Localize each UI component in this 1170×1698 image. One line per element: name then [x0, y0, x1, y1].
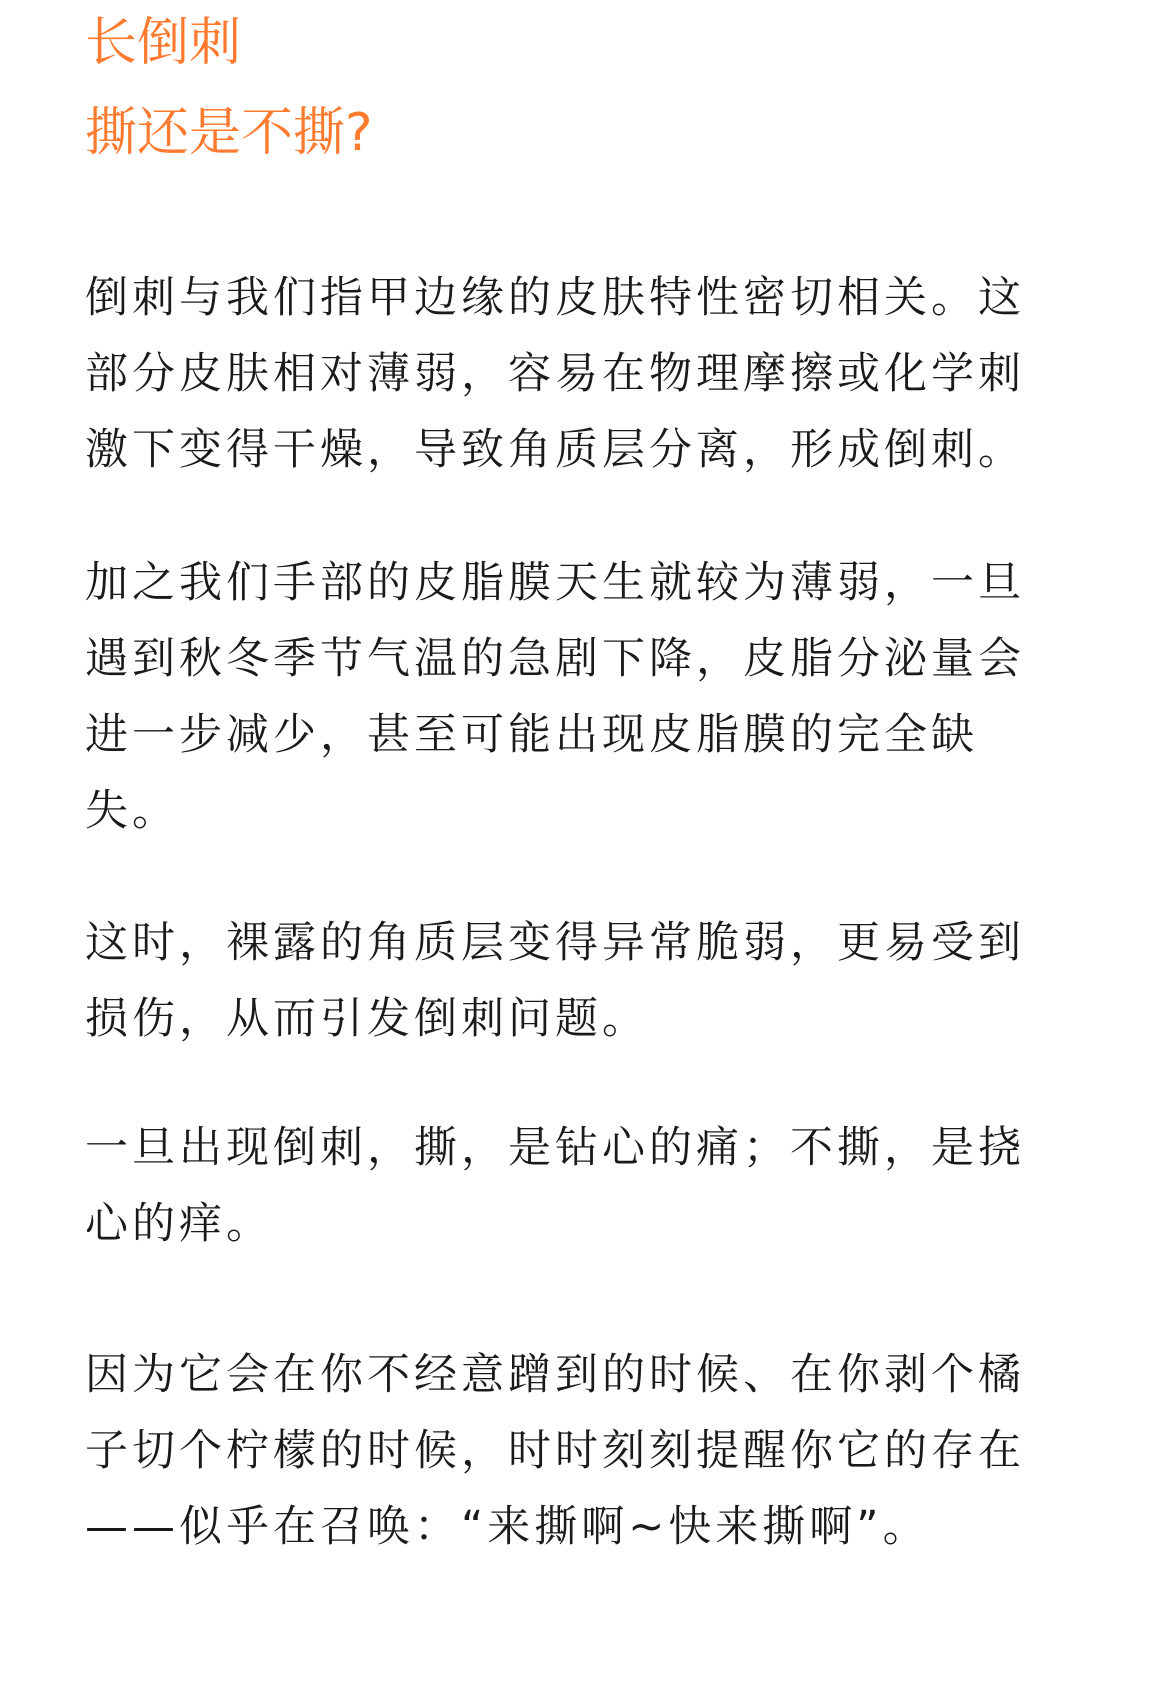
- paragraph-line: 部分皮肤相对薄弱，容易在物理摩擦或化学刺: [85, 349, 1025, 399]
- paragraph-line: ——似乎在召唤：“来撕啊~快来撕啊”。: [85, 1502, 930, 1552]
- article-title-line-2: 撕还是不撕?: [85, 103, 373, 163]
- paragraph-line: 一旦出现倒刺，撕，是钻心的痛；不撕，是挠: [85, 1123, 1025, 1173]
- paragraph-line: 这时，裸露的角质层变得异常脆弱，更易受到: [85, 918, 1025, 968]
- article-title-line-1: 长倒刺: [85, 13, 242, 73]
- paragraph-2: [85, 545, 1085, 849]
- paragraph-line: 失。: [85, 786, 179, 836]
- paragraph-line: 心的痒。: [85, 1199, 273, 1249]
- paragraph-5: [85, 1337, 1085, 1565]
- paragraph-line: 因为它会在你不经意蹭到的时候、在你剥个橘: [85, 1350, 1025, 1400]
- paragraph-line: 损伤，从而引发倒刺问题。: [85, 994, 649, 1044]
- paragraph-line: 遇到秋冬季节气温的急剧下降，皮脂分泌量会: [85, 634, 1025, 684]
- paragraph-line: 倒刺与我们指甲边缘的皮肤特性密切相关。这: [85, 273, 1025, 323]
- paragraph-line: 子切个柠檬的时候，时时刻刻提醒你它的存在: [85, 1426, 1025, 1476]
- paragraph-3: [85, 905, 1085, 1057]
- paragraph-line: 加之我们手部的皮脂膜天生就较为薄弱，一旦: [85, 558, 1025, 608]
- paragraph-line: 进一步减少，甚至可能出现皮脂膜的完全缺: [85, 710, 978, 760]
- paragraph-1: [85, 260, 1085, 488]
- paragraph-line: 激下变得干燥，导致角质层分离，形成倒刺。: [85, 425, 1025, 475]
- paragraph-4: [85, 1110, 1085, 1262]
